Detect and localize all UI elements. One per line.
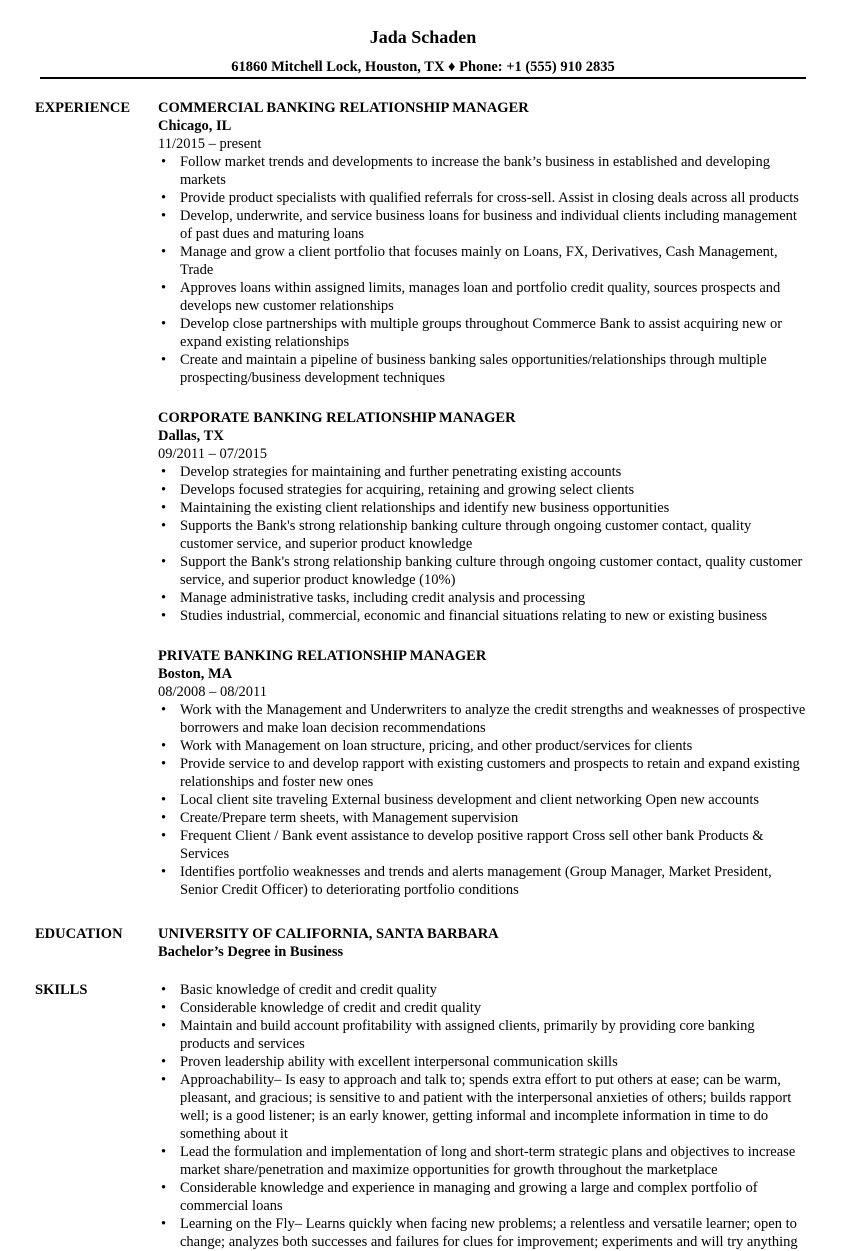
job-dates: 11/2015 – present bbox=[158, 136, 262, 152]
list-item: • Basic knowledge of credit and credit quality bbox=[158, 981, 808, 999]
list-item: • Develop strategies for maintaining and further penetrating existing accounts bbox=[158, 463, 808, 481]
list-item: • Studies industrial, commercial, economic and financial situations relating to new or existing business bbox=[158, 607, 808, 625]
list-item: • Maintaining the existing client relationships and identify new business opportunities bbox=[158, 499, 808, 517]
list-item: • Considerable knowledge of credit and credit quality bbox=[158, 999, 808, 1017]
job-entry bbox=[158, 99, 808, 387]
list-item: • Identifies portfolio weaknesses and trends and alerts management (Group Manager, Market President, Senior Credit Officer) to deteriorating portfolio conditions bbox=[158, 863, 808, 899]
list-item: • Lead the formulation and implementation of long and short-term strategic plans and objectives to increase market share/penetration and maximize opportunities for growth throughout the marketplace bbox=[158, 1143, 808, 1179]
list-item: • Proven leadership ability with excellent interpersonal communication skills bbox=[158, 1053, 808, 1071]
section-label-experience: EXPERIENCE bbox=[35, 100, 131, 116]
job-dates: 09/2011 – 07/2015 bbox=[158, 446, 268, 462]
list-item: • Develop, underwrite, and service business loans for business and individual clients including management of past dues and maturing loans bbox=[158, 207, 808, 243]
skills-entry bbox=[158, 981, 808, 1251]
job-entry bbox=[158, 409, 808, 625]
list-item: • Approachability– Is easy to approach and talk to; spends extra effort to put others at ease; can be warm, pleasant, and gracious; is sensitive to and patient with the interpersonal anxieties of others; builds rapport well; is a good listener; is an early knower, getting informal and incomplete information in time to do something about it bbox=[158, 1071, 808, 1143]
contact-line: 61860 Mitchell Lock, Houston, TX ♦ Phone: +1 (555) 910 2835 bbox=[231, 59, 615, 75]
section-label-education: EDUCATION bbox=[35, 926, 123, 942]
section-label-skills: SKILLS bbox=[35, 982, 88, 998]
list-item: • Work with the Management and Underwriters to analyze the credit strengths and weaknesses of prospective borrowers and make loan decision recommendations bbox=[158, 701, 808, 737]
list-item: • Provide product specialists with qualified referrals for cross-sell. Assist in closing deals across all products bbox=[158, 189, 808, 207]
candidate-name: Jada Schaden bbox=[369, 27, 477, 47]
list-item: • Manage and grow a client portfolio that focuses mainly on Loans, FX, Derivatives, Cash Management, Trade bbox=[158, 243, 808, 279]
list-item: • Learning on the Fly– Learns quickly when facing new problems; a relentless and versatile learner; open to change; analyzes both successes and failures for clues for improvement; experiments and will try anything bbox=[158, 1215, 808, 1251]
job-title: PRIVATE BANKING RELATIONSHIP MANAGER bbox=[158, 648, 487, 664]
list-item: • Manage administrative tasks, including credit analysis and processing bbox=[158, 589, 808, 607]
list-item: • Create/Prepare term sheets, with Management supervision bbox=[158, 809, 808, 827]
education-entry bbox=[158, 925, 808, 961]
list-item: • Work with Management on loan structure, pricing, and other product/services for clients bbox=[158, 737, 808, 755]
list-item: • Support the Bank's strong relationship banking culture through ongoing customer contact, quality customer service, and superior product knowledge (10%) bbox=[158, 553, 808, 589]
list-item: • Follow market trends and developments to increase the bank’s business in established and developing markets bbox=[158, 153, 808, 189]
job-dates: 08/2008 – 08/2011 bbox=[158, 684, 268, 700]
degree: Bachelor’s Degree in Business bbox=[158, 944, 344, 960]
job-location: Chicago, IL bbox=[158, 118, 232, 134]
skills-list bbox=[158, 981, 808, 1251]
header-divider bbox=[40, 77, 806, 79]
job-bullet-list bbox=[158, 153, 808, 387]
list-item: • Approves loans within assigned limits, manages loan and portfolio credit quality, sources prospects and develops new customer relationships bbox=[158, 279, 808, 315]
list-item: • Provide service to and develop rapport with existing customers and prospects to retain and expand existing relationships and foster new ones bbox=[158, 755, 808, 791]
job-title: CORPORATE BANKING RELATIONSHIP MANAGER bbox=[158, 410, 516, 426]
job-bullet-list bbox=[158, 463, 808, 625]
list-item: • Develops focused strategies for acquiring, retaining and growing select clients bbox=[158, 481, 808, 499]
job-entry bbox=[158, 647, 808, 899]
list-item: • Local client site traveling External business development and client networking Open new accounts bbox=[158, 791, 808, 809]
school-name: UNIVERSITY OF CALIFORNIA, SANTA BARBARA bbox=[158, 926, 499, 942]
list-item: • Considerable knowledge and experience in managing and growing a large and complex portfolio of commercial loans bbox=[158, 1179, 808, 1215]
list-item: • Develop close partnerships with multiple groups throughout Commerce Bank to assist acquiring new or expand existing relationships bbox=[158, 315, 808, 351]
job-location: Boston, MA bbox=[158, 666, 233, 682]
list-item: • Create and maintain a pipeline of business banking sales opportunities/relationships through multiple prospecting/business development techniques bbox=[158, 351, 808, 387]
job-bullet-list bbox=[158, 701, 808, 899]
list-item: • Frequent Client / Bank event assistance to develop positive rapport Cross sell other bank Products & Services bbox=[158, 827, 808, 863]
list-item: • Supports the Bank's strong relationship banking culture through ongoing customer contact, quality customer service, and superior product knowledge bbox=[158, 517, 808, 553]
job-location: Dallas, TX bbox=[158, 428, 224, 444]
list-item: • Maintain and build account profitability with assigned clients, primarily by providing core banking products and services bbox=[158, 1017, 808, 1053]
job-title: COMMERCIAL BANKING RELATIONSHIP MANAGER bbox=[158, 100, 529, 116]
